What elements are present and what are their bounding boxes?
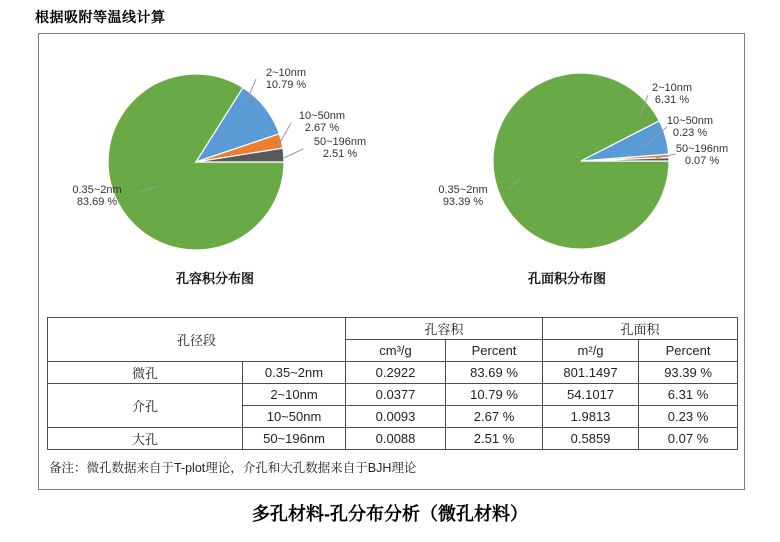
cell-area-percent: 6.31 % <box>639 384 738 406</box>
table-note: 备注：微孔数据来自于T-plot理论，介孔和大孔数据来自于BJH理论 <box>49 461 417 475</box>
cell-volume: 0.2922 <box>346 362 446 384</box>
volume-pie-chart <box>39 34 391 266</box>
cell-volume: 0.0093 <box>346 406 446 428</box>
page-title: 多孔材料-孔分布分析（微孔材料） <box>252 504 528 524</box>
chart-caption-area: 孔面积分布图 <box>527 271 606 286</box>
pie-slice-label: 0.35~2nm 93.39 % <box>438 184 488 208</box>
area-pie-chart <box>391 34 744 266</box>
table-row-macropore <box>48 428 738 450</box>
header-percent-volume: Percent <box>446 340 543 362</box>
header-pore-area: 孔面积 <box>543 318 738 340</box>
cell-range: 50~196nm <box>243 428 346 450</box>
cell-group: 介孔 <box>48 384 243 428</box>
cell-range: 10~50nm <box>243 406 346 428</box>
cell-area-percent: 93.39 % <box>639 362 738 384</box>
cell-volume-percent: 2.51 % <box>446 428 543 450</box>
pie-slice-label: 10~50nm 0.23 % <box>666 115 714 139</box>
cell-area: 1.9813 <box>543 406 639 428</box>
pore-distribution-table <box>47 317 738 450</box>
report-frame <box>38 33 745 490</box>
cell-volume: 0.0088 <box>346 428 446 450</box>
cell-area: 54.1017 <box>543 384 639 406</box>
pie-slice-label: 10~50nm 2.67 % <box>298 110 346 134</box>
cell-group: 微孔 <box>48 362 243 384</box>
cell-volume-percent: 83.69 % <box>446 362 543 384</box>
report-title: 根据吸附等温线计算 <box>35 9 166 25</box>
table-header-row <box>48 318 738 340</box>
cell-range: 0.35~2nm <box>243 362 346 384</box>
cell-area-percent: 0.07 % <box>639 428 738 450</box>
cell-range: 2~10nm <box>243 384 346 406</box>
pie-slice-label: 2~10nm 6.31 % <box>651 82 693 106</box>
pie-label-leader <box>284 149 303 158</box>
header-unit-volume: cm³/g <box>346 340 446 362</box>
cell-area: 0.5859 <box>543 428 639 450</box>
pie-slice-label: 0.35~2nm 83.69 % <box>72 184 122 208</box>
cell-group: 大孔 <box>48 428 243 450</box>
pie-slice-label: 50~196nm 2.51 % <box>313 136 367 160</box>
pie-slice-label: 50~196nm 0.07 % <box>675 143 729 167</box>
header-pore-segment: 孔径段 <box>48 318 346 362</box>
cell-volume-percent: 2.67 % <box>446 406 543 428</box>
header-percent-area: Percent <box>639 340 738 362</box>
table-row-mesopore-1 <box>48 384 738 406</box>
cell-volume-percent: 10.79 % <box>446 384 543 406</box>
table-row-micropore <box>48 362 738 384</box>
header-unit-area: m²/g <box>543 340 639 362</box>
header-pore-volume: 孔容积 <box>346 318 543 340</box>
pie-slice-label: 2~10nm 10.79 % <box>265 67 307 91</box>
cell-volume: 0.0377 <box>346 384 446 406</box>
chart-caption-volume: 孔容积分布图 <box>175 271 254 286</box>
cell-area: 801.1497 <box>543 362 639 384</box>
cell-area-percent: 0.23 % <box>639 406 738 428</box>
